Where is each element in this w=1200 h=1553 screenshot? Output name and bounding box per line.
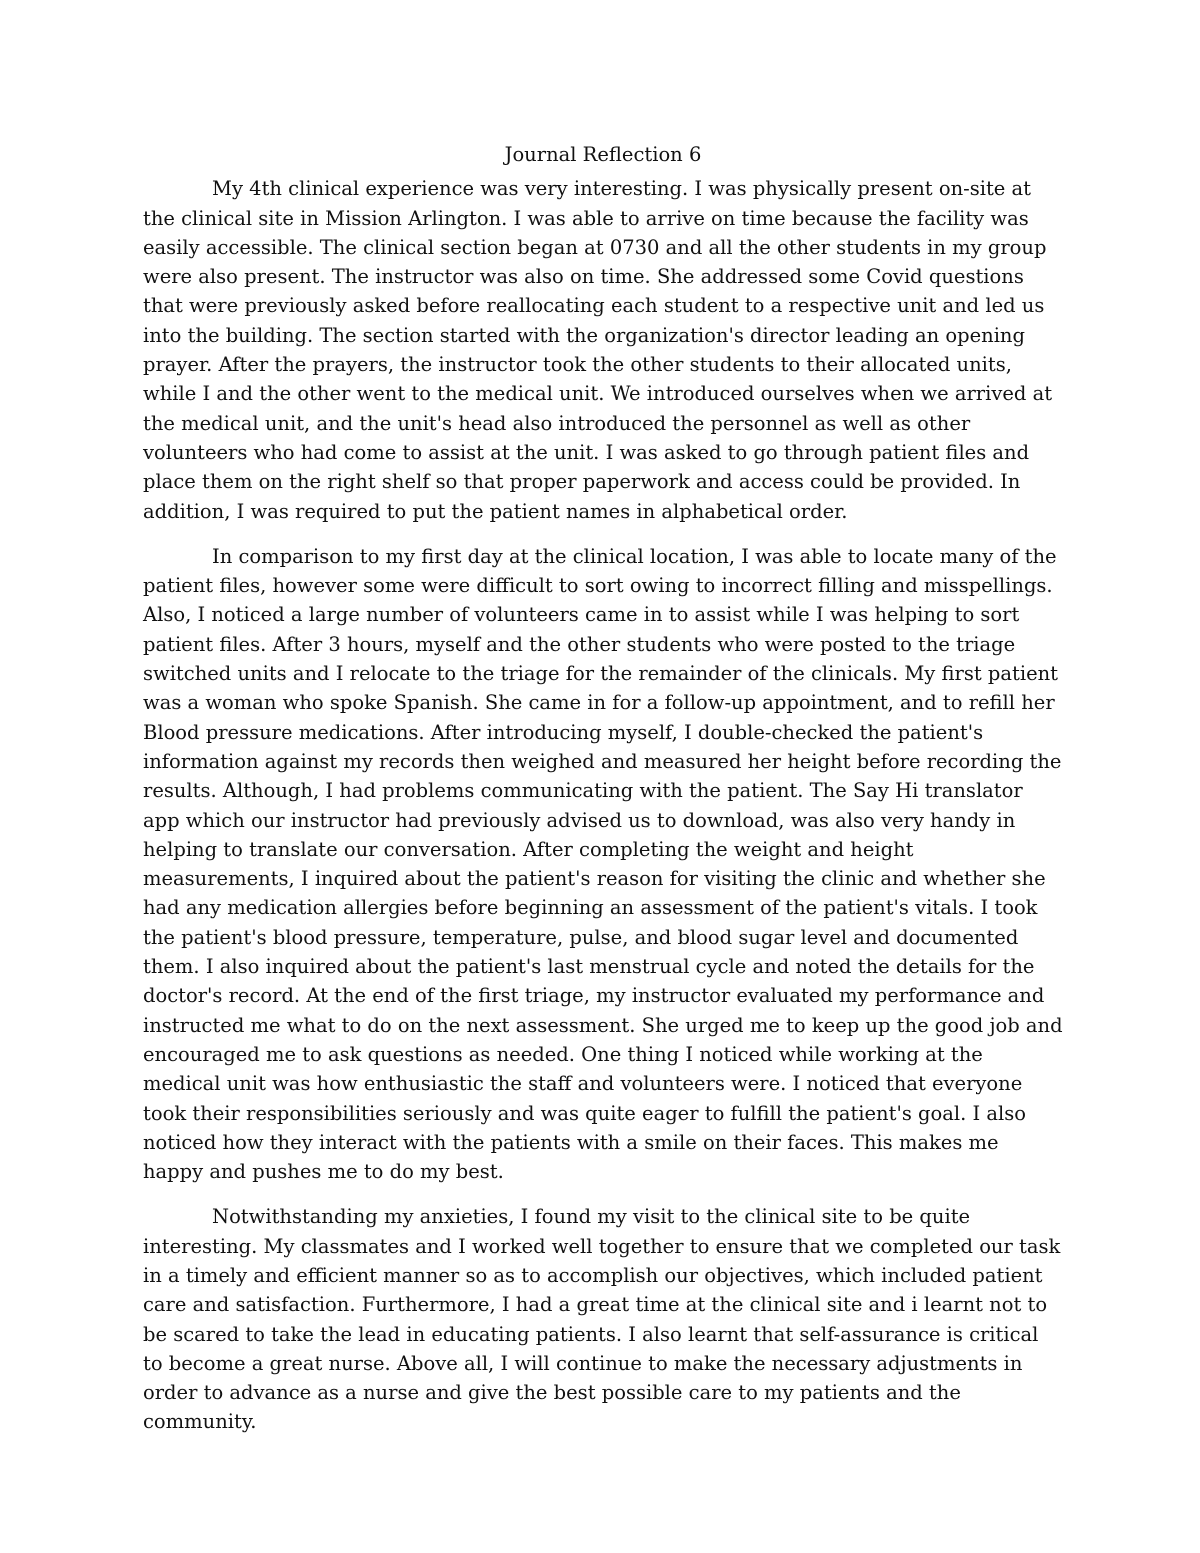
document-body [143,140,1063,1453]
paragraph-2: In comparison to my first day at the clinical location, I was able to locate many of the patient files, however some were difficult to sort owing to incorrect filling and misspellings. Also, I noticed a large number of volunteers came in to assist while I was helping to sort patient files. After 3 hours, myself and the other students who were posted to the triage switched units and I relocate to the triage for the remainder of the clinicals. My first patient was a woman who spoke Spanish. She came in for a follow-up appointment, and to refill her Blood pressure medications. After introducing myself, I double-checked the patient's information against my records then weighed and measured her height before recording the results. Although, I had problems communicating with the patient. The Say Hi translator app which our instructor had previously advised us to download, was also very handy in helping to translate our conversation. After completing the weight and height measurements, I inquired about the patient's reason for visiting the clinic and whether she had any medication allergies before beginning an assessment of the patient's vitals. I took the patient's blood pressure, temperature, pulse, and blood sugar level and documented them. I also inquired about the patient's last menstrual cycle and noted the details for the doctor's record. At the end of the first triage, my instructor evaluated my performance and instructed me what to do on the next assessment. She urged me to keep up the good job and encouraged me to ask questions as needed. One thing I noticed while working at the medical unit was how enthusiastic the staff and volunteers were. I noticed that everyone took their responsibilities seriously and was quite eager to fulfill the patient's goal. I also noticed how they interact with the patients with a smile on their faces. This makes me happy and pushes me to do my best. [143,544,1063,1184]
paragraph-1: My 4th clinical experience was very interesting. I was physically present on-site at the clinical site in Mission Arlington. I was able to arrive on time because the facility was easily accessible. The clinical section began at 0730 and all the other students in my group were also present. The instructor was also on time. She addressed some Covid questions that were previously asked before reallocating each student to a respective unit and led us into the building. The section started with the organization's director leading an opening prayer. After the prayers, the instructor took the other students to their allocated units, while I and the other went to the medical unit. We introduced ourselves when we arrived at the medical unit, and the unit's head also introduced the personnel as well as other volunteers who had come to assist at the unit. I was asked to go through patient files and place them on the right shelf so that proper paperwork and access could be provided. In addition, I was required to put the patient names in alphabetical order. [143,177,1053,523]
paragraph-3: Notwithstanding my anxieties, I found my visit to the clinical site to be quite interesting. My classmates and I worked well together to ensure that we completed our task in a timely and efficient manner so as to accomplish our objectives, which included patient care and satisfaction. Furthermore, I had a great time at the clinical site and i learnt not to be scared to take the lead in educating patients. I also learnt that self-assurance is critical to become a great nurse. Above all, I will continue to make the necessary adjustments in order to advance as a nurse and give the best possible care to my patients and the community. [143,1205,1061,1434]
document-title: Journal Reflection 6 [504,143,702,166]
